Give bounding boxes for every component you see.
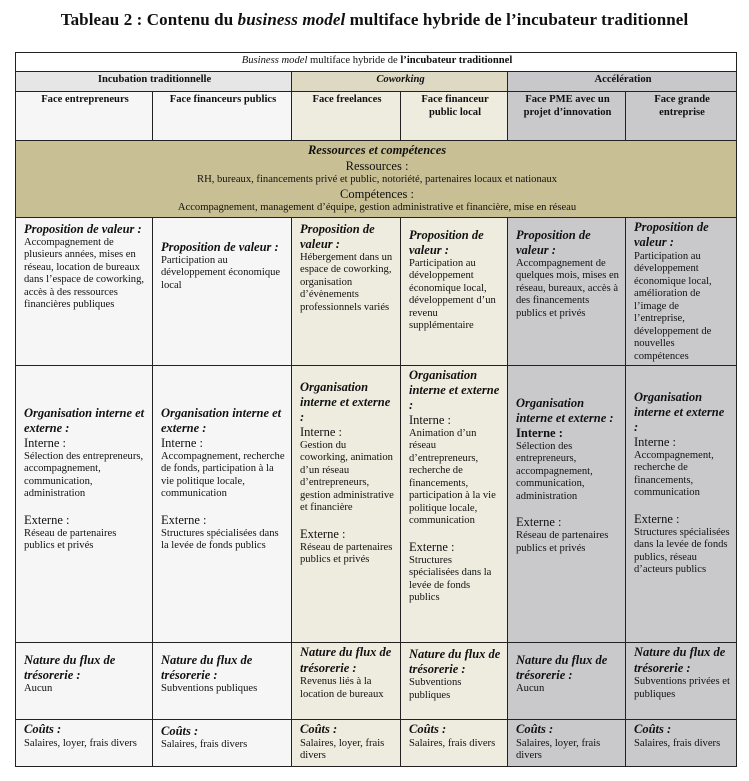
externe-label: Externe : <box>161 512 207 527</box>
flux-text: Revenus liés à la location de bureaux <box>300 676 384 700</box>
value-prop-heading: Proposition de valeur : <box>634 219 709 249</box>
value-prop-cell <box>508 217 626 366</box>
externe-label: Externe : <box>409 539 455 554</box>
externe-label: Externe : <box>516 515 562 530</box>
value-prop-heading: Proposition de valeur : <box>300 221 375 251</box>
couts-cell <box>401 720 508 767</box>
face-entrepreneurs: Face entrepreneurs <box>16 92 153 141</box>
flux-row <box>16 643 737 720</box>
externe-label: Externe : <box>300 526 346 541</box>
organisation-heading: Organisation interne et externe : <box>24 406 145 435</box>
couts-text: Salaires, loyer, frais divers <box>24 737 137 749</box>
organisation-cell <box>16 366 153 643</box>
flux-heading: Nature du flux de trésorerie : <box>409 647 501 676</box>
couts-heading: Coûts : <box>516 722 554 736</box>
couts-cell <box>508 720 626 767</box>
externe-label: Externe : <box>24 512 70 527</box>
table-caption <box>16 53 737 72</box>
couts-heading: Coûts : <box>24 722 62 736</box>
flux-heading: Nature du flux de trésorerie : <box>300 645 392 675</box>
couts-heading: Coûts : <box>634 722 672 736</box>
group-incubation: Incubation traditionnelle <box>16 72 292 92</box>
flux-cell <box>508 643 626 720</box>
organisation-cell <box>401 366 508 643</box>
organisation-cell <box>292 366 401 643</box>
value-prop-cell <box>401 217 508 366</box>
interne-label: Interne : <box>409 413 451 427</box>
flux-text: Aucun <box>24 683 53 694</box>
couts-cell <box>626 720 737 767</box>
value-prop-cell <box>16 217 153 366</box>
flux-text: Subventions privées et publiques <box>634 676 730 700</box>
externe-text: Structures spécialisées dans la levée de fonds publics, réseau d’acteurs publics <box>634 526 730 575</box>
face-freelances: Face freelances <box>292 92 401 141</box>
externe-label: Externe : <box>634 511 680 526</box>
interne-label: Interne : <box>300 425 342 439</box>
competences-label: Compétences : <box>340 186 414 201</box>
title-italic: business model <box>237 10 346 29</box>
flux-cell <box>16 643 153 720</box>
value-prop-text: Accompagnement de plusieurs années, mises en réseau, location de bureaux dans l’espace de coworking, accès à des ressources financières publiques <box>24 236 145 310</box>
value-prop-heading: Proposition de valeur : <box>409 227 484 257</box>
page-title <box>0 10 749 30</box>
interne-text: Sélection des entrepreneurs, accompagnement, communication, administration <box>24 450 144 500</box>
competences-text: Accompagnement, management d’équipe, gestion administrative et financière, mise en réseau <box>177 202 577 213</box>
couts-row <box>16 720 737 767</box>
value-prop-cell <box>292 217 401 366</box>
face-pme: Face PME avec un projet d’innovation <box>508 92 626 141</box>
group-coworking <box>292 72 508 92</box>
value-prop-cell <box>626 217 737 366</box>
resources-heading: Ressources et compétences <box>307 143 447 157</box>
value-prop-row <box>16 217 737 366</box>
organisation-cell <box>153 366 292 643</box>
interne-text: Sélection des entrepreneurs, accompagnement, communication, administration <box>516 440 593 502</box>
couts-cell <box>292 720 401 767</box>
externe-text: Réseau de partenaires publics et privés <box>300 541 393 565</box>
externe-text: Réseau de partenaires publics et privés <box>24 527 117 551</box>
organisation-heading: Organisation interne et externe : <box>161 406 282 435</box>
flux-heading: Nature du flux de trésorerie : <box>516 653 608 682</box>
organisation-cell <box>626 366 737 643</box>
face-financeur-public-local: Face financeur public local <box>401 92 508 141</box>
flux-text: Aucun <box>516 683 545 694</box>
externe-text: Structures spécialisées dans la levée de fonds publics <box>409 554 492 603</box>
ressources-text: RH, bureaux, financements privé et public, notoriété, partenaires locaux et nationaux <box>197 174 558 185</box>
interne-label: Interne : <box>634 435 676 449</box>
flux-text: Subventions publiques <box>409 677 462 701</box>
flux-cell <box>626 643 737 720</box>
interne-label: Interne : <box>516 426 563 440</box>
couts-text: Salaires, frais divers <box>634 737 721 749</box>
value-prop-heading: Proposition de valeur : <box>516 227 591 257</box>
organisation-heading: Organisation interne et externe : <box>634 390 725 434</box>
interne-text: Accompagnement, recherche de financements, communication <box>634 449 714 499</box>
group-header-row <box>16 72 737 92</box>
face-header-row <box>16 92 737 141</box>
organisation-row <box>16 366 737 643</box>
group-coworking-label: Coworking <box>376 74 425 85</box>
organisation-cell <box>508 366 626 643</box>
value-prop-text: Participation au développement économique local, amélioration de l’image de l’entreprise, développement de nouvelles compétences <box>634 250 712 362</box>
face-financeurs-publics: Face financeurs publics <box>153 92 292 141</box>
value-prop-cell <box>153 217 292 366</box>
flux-heading: Nature du flux de trésorerie : <box>161 653 253 682</box>
flux-cell <box>153 643 292 720</box>
couts-cell <box>153 720 292 767</box>
resources-row <box>16 141 737 218</box>
flux-cell <box>401 643 508 720</box>
couts-heading: Coûts : <box>161 724 199 738</box>
resources-cell <box>16 141 737 218</box>
flux-text: Subventions publiques <box>161 683 258 694</box>
externe-text: Structures spécialisées dans la levée de fonds publics <box>161 527 279 551</box>
flux-cell <box>292 643 401 720</box>
value-prop-text: Participation au développement économique local <box>161 254 281 291</box>
caption-normal: multiface hybride de <box>307 55 401 66</box>
interne-text: Gestion du coworking, animation d’un réseau d’entrepreneurs, gestion administrative et financière <box>300 439 394 514</box>
organisation-heading: Organisation interne et externe : <box>409 368 500 412</box>
couts-text: Salaires, loyer, frais divers <box>300 737 385 761</box>
interne-text: Accompagnement, recherche de fonds, participation à la vie politique locale, communication <box>161 450 285 500</box>
organisation-heading: Organisation interne et externe : <box>300 380 391 424</box>
title-suffix: multiface hybride de l’incubateur traditionnel <box>345 10 689 29</box>
value-prop-heading: Proposition de valeur : <box>24 221 142 236</box>
business-model-table <box>15 52 737 767</box>
couts-text: Salaires, frais divers <box>161 739 248 750</box>
interne-text: Animation d’un réseau d’entrepreneurs, recherche de financements, participation à la vie politique locale, communication <box>409 427 496 527</box>
value-prop-text: Hébergement dans un espace de coworking, organisation d’évènements professionnels variés <box>300 251 393 313</box>
flux-heading: Nature du flux de trésorerie : <box>634 645 726 675</box>
table-caption-row <box>16 53 737 72</box>
caption-italic: Business model <box>241 55 308 66</box>
caption-bold: l’incubateur traditionnel <box>400 55 513 66</box>
face-grande-entreprise: Face grande entreprise <box>626 92 737 141</box>
couts-cell <box>16 720 153 767</box>
value-prop-text: Participation au développement économique local, développement d’un revenu supplémentaire <box>409 257 496 331</box>
couts-text: Salaires, frais divers <box>409 737 496 749</box>
value-prop-heading: Proposition de valeur : <box>161 239 279 254</box>
interne-label: Interne : <box>24 436 66 450</box>
ressources-label: Ressources : <box>345 158 409 173</box>
externe-text: Réseau de partenaires publics et privés <box>516 530 609 554</box>
organisation-heading: Organisation interne et externe : <box>516 396 614 425</box>
couts-text: Salaires, loyer, frais divers <box>516 737 601 761</box>
title-prefix: Tableau 2 : Contenu du <box>60 10 238 29</box>
value-prop-text: Accompagnement de quelques mois, mises en réseau, bureaux, accès à des financements publics et privés <box>516 257 619 319</box>
flux-heading: Nature du flux de trésorerie : <box>24 653 116 682</box>
couts-heading: Coûts : <box>409 722 447 736</box>
interne-label: Interne : <box>161 436 203 450</box>
group-acceleration: Accélération <box>508 72 737 92</box>
couts-heading: Coûts : <box>300 722 338 736</box>
